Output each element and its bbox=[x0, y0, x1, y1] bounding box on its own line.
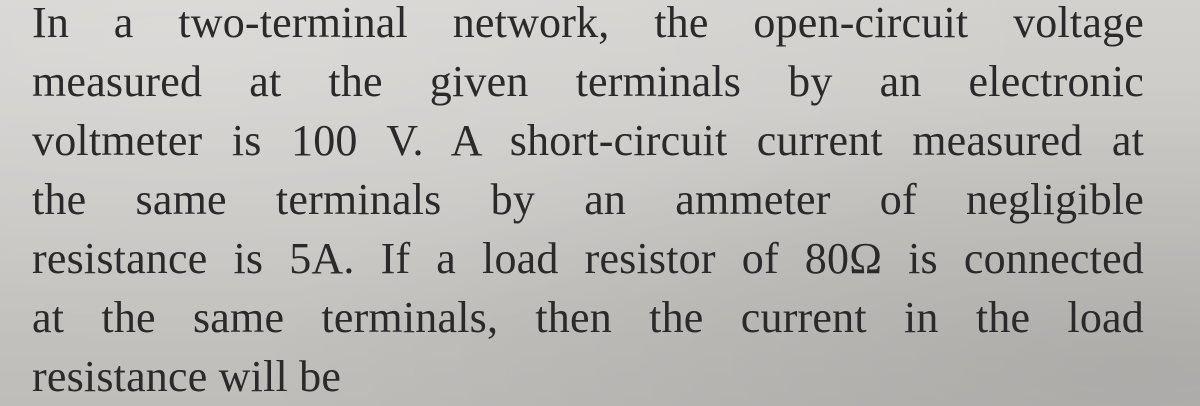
problem-line-1: In a two-terminal network, the open-circuit voltage bbox=[32, 0, 1144, 47]
problem-line-4: the same terminals by an ammeter of negligible bbox=[32, 175, 1144, 224]
problem-line-2: measured at the given terminals by an electronic bbox=[32, 57, 1144, 106]
problem-line-3: voltmeter is 100 V. A short-circuit current measured at bbox=[32, 116, 1144, 165]
problem-line-7: resistance will be bbox=[32, 352, 342, 401]
problem-line-5: resistance is 5A. If a load resistor of 80Ω is connected bbox=[32, 234, 1144, 283]
problem-text bbox=[32, 0, 1144, 406]
problem-line-6: at the same terminals, then the current in the load bbox=[32, 293, 1144, 342]
